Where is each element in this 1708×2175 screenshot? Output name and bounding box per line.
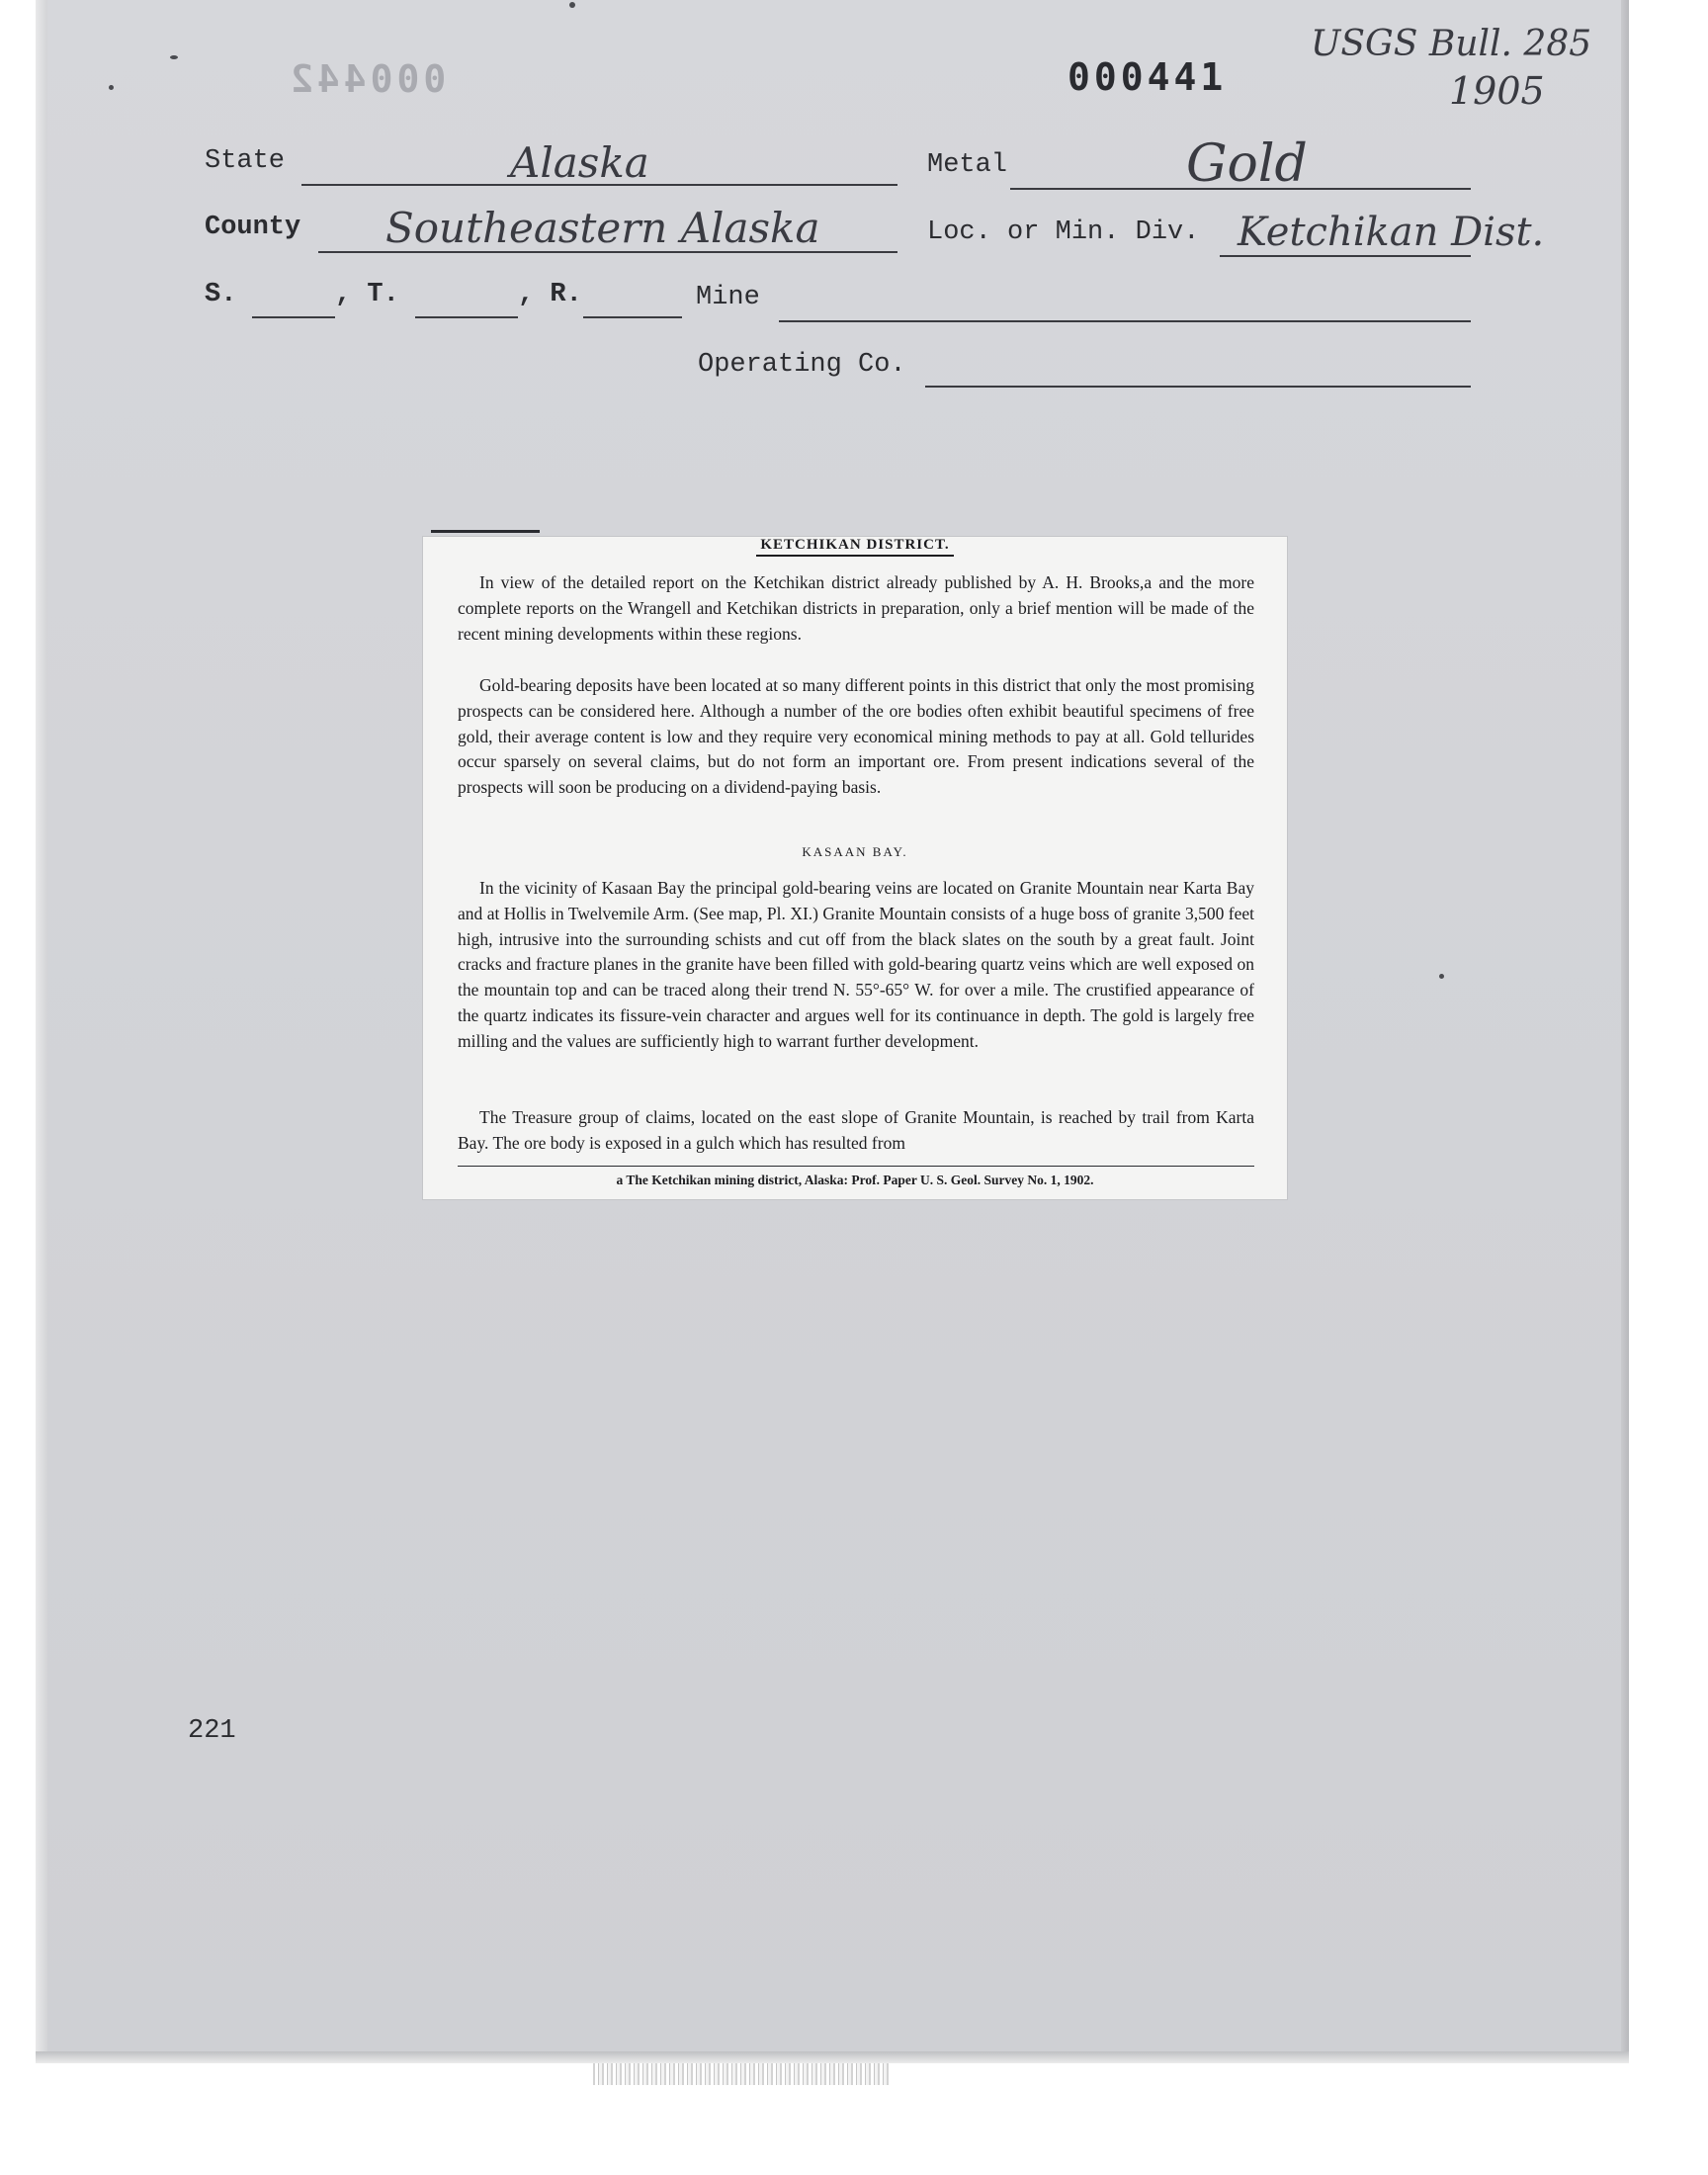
- township-label: , T.: [335, 280, 399, 309]
- source-note-year: 1905: [1449, 69, 1545, 113]
- metal-label: Metal: [927, 150, 1008, 180]
- clipping-subheading: KASAAN BAY.: [802, 844, 908, 859]
- mine-label: Mine: [696, 283, 760, 312]
- clipping-top-rule: [431, 530, 540, 533]
- clipping-paragraph-4: The Treasure group of claims, located on the east slope of Granite Mountain, is reached by trail from Karta Bay. The ore body is exposed in a gulch which has resulted from: [458, 1107, 1254, 1153]
- county-value: Southeastern Alaska: [385, 204, 820, 252]
- operating-co-line: [925, 386, 1471, 388]
- page-number: 221: [188, 1716, 236, 1746]
- scan-speck: [1439, 974, 1444, 979]
- source-note: USGS Bull. 285: [1311, 24, 1592, 64]
- footnote-rule: [458, 1166, 1254, 1167]
- card-right-edge: [1621, 0, 1629, 2061]
- operating-co-label: Operating Co.: [698, 350, 906, 380]
- newspaper-clipping: [423, 537, 1287, 1199]
- mine-line: [779, 320, 1471, 322]
- section-line: [252, 316, 335, 318]
- clipping-paragraph-3: In the vicinity of Kasaan Bay the principal gold-bearing veins are located on Granite Mountain near Karta Bay and at Hollis in Twelvemile Arm. (See map, Pl. XI.) Granite Mountain consists of a huge boss of granite 3,500 feet high, intrusive into the surrounding schists and cut off from the black slates on the south by a great fault. Joint cracks and fracture planes in the granite have been filled with gold-bearing quartz veins which are well exposed on the mountain top and can be traced along their trend N. 55°-65° W. for over a mile. The crustified appearance of the quartz indicates its fissure-vein character and argues well for its continuance in depth. The gold is largely free milling and the values are sufficiently high to warrant further development.: [458, 878, 1254, 1051]
- county-label: County: [205, 213, 301, 242]
- scan-speck: [569, 2, 575, 8]
- division-label: Loc. or Min. Div.: [927, 218, 1200, 247]
- township-line: [415, 316, 518, 318]
- range-label: , R.: [518, 280, 582, 309]
- range-line: [583, 316, 682, 318]
- scan-speck: [109, 85, 114, 90]
- clipping-footnote: a The Ketchikan mining district, Alaska: Prof. Paper U. S. Geol. Survey No. 1, 1902.: [616, 1173, 1094, 1187]
- metal-value: Gold: [1186, 134, 1308, 194]
- stamp-number: 000441: [1068, 55, 1228, 99]
- division-value: Ketchikan Dist.: [1238, 210, 1545, 255]
- state-label: State: [205, 146, 286, 176]
- section-label: S.: [205, 280, 237, 309]
- clipping-paragraph-1: In view of the detailed report on the Ketchikan district already published by A. H. Brooks,a and the more complete reports on the Wrangell and Ketchikan districts in preparation, only a brief mention will be made of the recent mining developments within these regions.: [458, 572, 1254, 644]
- ghost-stamp-number: 000442: [287, 57, 447, 101]
- clipping-paragraph-2: Gold-bearing deposits have been located at so many different points in this district that only the most promising prospects can be considered here. Although a number of the ore bodies often exhibit beautiful specimens of free gold, their average content is low and they require very economical mining methods to pay at all. Gold tellurides occur sparsely on several claims, but do not form an important ore. From present indications several of the prospects will soon be producing on a dividend-paying basis.: [458, 675, 1254, 798]
- state-value: Alaska: [510, 138, 649, 187]
- clipping-heading: KETCHIKAN DISTRICT.: [423, 537, 1287, 557]
- card-bottom-shadow: [36, 2051, 1629, 2063]
- division-line: [1220, 255, 1471, 257]
- scan-artifact: [593, 2063, 890, 2085]
- scan-speck: [170, 55, 178, 59]
